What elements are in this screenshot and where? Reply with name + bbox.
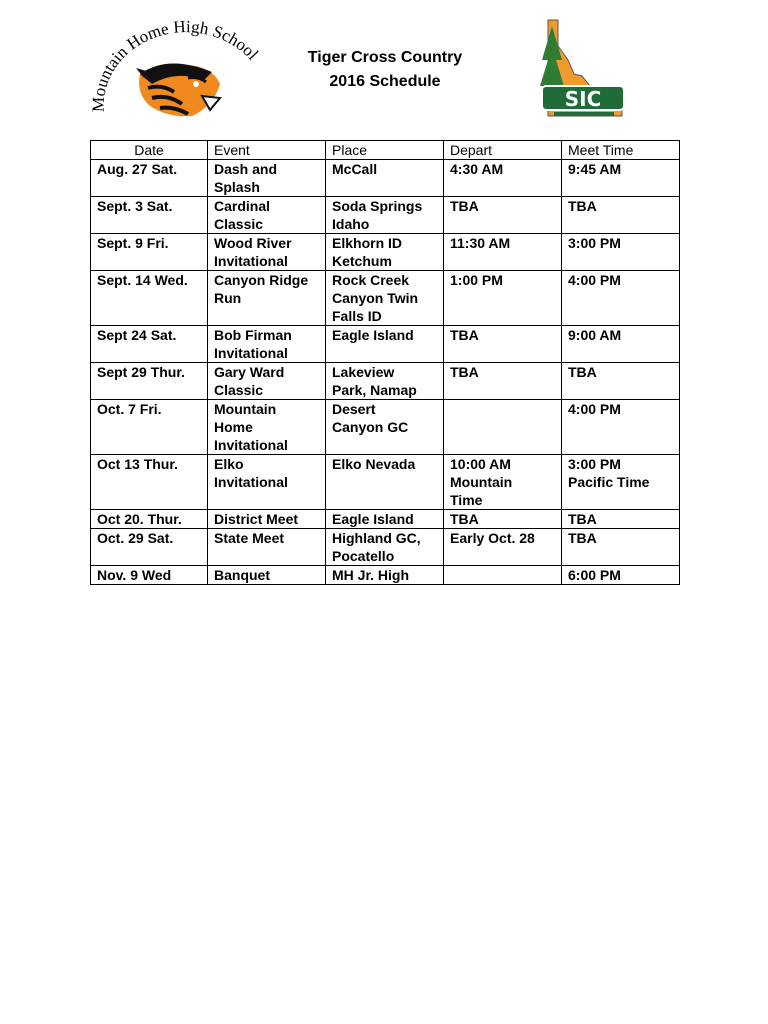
cell-text-line: Elko Nevada (332, 456, 416, 472)
cell-text-line: 4:30 AM (450, 161, 504, 177)
mountain-home-high-school-logo (64, 14, 296, 136)
cell-text-line: Mountain (450, 474, 513, 490)
cell-text-line: Park, Namap (332, 382, 417, 398)
cell-date (91, 455, 208, 510)
cell-place (326, 160, 444, 197)
cell-date (91, 363, 208, 400)
cell-meet-time (562, 197, 680, 234)
cell-text-line: Pocatello (332, 548, 395, 564)
title-line-1: Tiger Cross Country (307, 49, 463, 66)
table-row (91, 271, 680, 326)
cell-depart (444, 529, 562, 566)
cell-text-line: TBA (450, 511, 479, 527)
sic-conference-logo (534, 16, 634, 120)
cell-text-line: TBA (450, 198, 479, 214)
schedule-table (90, 140, 680, 585)
cell-text-line: TBA (568, 198, 597, 214)
cell-text-line: Classic (214, 216, 264, 232)
cell-meet-time (562, 510, 680, 529)
cell-text-line: Aug. 27 Sat. (97, 161, 178, 177)
cell-event (208, 400, 326, 455)
cell-text-line: Canyon Ridge (214, 272, 309, 288)
cell-place (326, 510, 444, 529)
cell-text-line: Pacific Time (568, 474, 650, 490)
table-header-row (91, 141, 680, 160)
cell-text-line: 4:00 PM (568, 272, 621, 288)
cell-text-line: Run (214, 290, 242, 306)
cell-event (208, 326, 326, 363)
cell-text-line: MH Jr. High (332, 567, 410, 583)
cell-date (91, 234, 208, 271)
cell-place (326, 197, 444, 234)
cell-meet-time (562, 160, 680, 197)
cell-date (91, 326, 208, 363)
table-row (91, 197, 680, 234)
cell-text-line: TBA (450, 327, 479, 343)
cell-date (91, 400, 208, 455)
cell-event (208, 271, 326, 326)
cell-place (326, 455, 444, 510)
cell-text-line: Eagle Island (332, 327, 414, 343)
sic-logo-text: SIC (564, 87, 602, 111)
cell-text-line: Sept 24 Sat. (97, 327, 177, 343)
cell-text-line: 11:30 AM (450, 235, 511, 251)
column-header-date: Date (91, 141, 208, 160)
cell-date (91, 510, 208, 529)
cell-depart (444, 566, 562, 585)
cell-text-line: Early Oct. 28 (450, 530, 535, 546)
cell-text-line: Ketchum (332, 253, 392, 269)
logo-arc-text: Mountain Home High School (88, 16, 263, 113)
cell-text-line: Banquet (214, 567, 270, 583)
cell-place (326, 566, 444, 585)
cell-event (208, 510, 326, 529)
cell-depart (444, 510, 562, 529)
cell-meet-time (562, 271, 680, 326)
cell-meet-time (562, 566, 680, 585)
cell-text-line: TBA (568, 511, 597, 527)
cell-text-line: Highland GC, (332, 530, 421, 546)
schedule-body (91, 160, 680, 585)
cell-text-line: Dash and (214, 161, 278, 177)
column-header-depart: Depart (444, 141, 562, 160)
cell-event (208, 160, 326, 197)
cell-place (326, 234, 444, 271)
table-row (91, 455, 680, 510)
cell-depart (444, 197, 562, 234)
table-row (91, 160, 680, 197)
cell-date (91, 271, 208, 326)
cell-text-line: Idaho (332, 216, 370, 232)
cell-text-line: Rock Creek (332, 272, 410, 288)
cell-text-line: 1:00 PM (450, 272, 503, 288)
cell-place (326, 400, 444, 455)
column-header-event: Event (208, 141, 326, 160)
table-row (91, 234, 680, 271)
cell-text-line: State Meet (214, 530, 285, 546)
cell-text-line: Oct 20. Thur. (97, 511, 182, 527)
cell-text-line: Invitational (214, 474, 288, 490)
cell-meet-time (562, 455, 680, 510)
cell-text-line: Time (450, 492, 483, 508)
cell-text-line: 3:00 PM (568, 456, 621, 472)
cell-text-line: Falls ID (332, 308, 382, 324)
cell-event (208, 455, 326, 510)
table-row (91, 326, 680, 363)
cell-text-line: Bob Firman (214, 327, 292, 343)
cell-text-line: 9:45 AM (568, 161, 622, 177)
cell-date (91, 197, 208, 234)
cell-text-line: Canyon Twin (332, 290, 419, 306)
cell-place (326, 326, 444, 363)
cell-text-line: Desert (332, 401, 376, 417)
column-header-meet-time: Meet Time (562, 141, 680, 160)
tiger-head-icon (136, 63, 220, 116)
cell-depart (444, 326, 562, 363)
table-row (91, 400, 680, 455)
cell-event (208, 529, 326, 566)
cell-text-line: Mountain (214, 401, 277, 417)
cell-text-line: 10:00 AM (450, 456, 511, 472)
column-header-place: Place (326, 141, 444, 160)
cell-text-line: Invitational (214, 345, 288, 361)
cell-meet-time (562, 529, 680, 566)
cell-text-line: 9:00 AM (568, 327, 622, 343)
pine-tree-icon (540, 26, 564, 94)
cell-text-line: Oct. 29 Sat. (97, 530, 174, 546)
cell-text-line: Lakeview (332, 364, 395, 380)
cell-text-line: TBA (450, 364, 479, 380)
cell-text-line: McCall (332, 161, 378, 177)
cell-text-line: 3:00 PM (568, 235, 621, 251)
cell-text-line: TBA (568, 364, 597, 380)
table-row (91, 529, 680, 566)
cell-text-line: 6:00 PM (568, 567, 621, 583)
cell-text-line: Elkhorn ID (332, 235, 403, 251)
cell-place (326, 271, 444, 326)
cell-event (208, 197, 326, 234)
cell-text-line: Splash (214, 179, 260, 195)
cell-place (326, 529, 444, 566)
cell-meet-time (562, 400, 680, 455)
cell-date (91, 529, 208, 566)
cell-depart (444, 271, 562, 326)
cell-text-line: 4:00 PM (568, 401, 621, 417)
cell-text-line: District Meet (214, 511, 299, 527)
cell-text-line: TBA (568, 530, 597, 546)
cell-meet-time (562, 363, 680, 400)
title-line-2: 2016 Schedule (329, 73, 441, 90)
cell-text-line: Sept. 14 Wed. (97, 272, 188, 288)
cell-text-line: Invitational (214, 253, 288, 269)
cell-text-line: Sept 29 Thur. (97, 364, 185, 380)
cell-text-line: Oct. 7 Fri. (97, 401, 162, 417)
cell-meet-time (562, 234, 680, 271)
cell-text-line: Oct 13 Thur. (97, 456, 178, 472)
page-title (280, 46, 490, 94)
cell-text-line: Sept. 3 Sat. (97, 198, 173, 214)
cell-date (91, 566, 208, 585)
cell-meet-time (562, 326, 680, 363)
cell-depart (444, 160, 562, 197)
cell-depart (444, 363, 562, 400)
cell-event (208, 234, 326, 271)
cell-text-line: Canyon GC (332, 419, 409, 435)
cell-event (208, 566, 326, 585)
cell-text-line: Gary Ward (214, 364, 285, 380)
cell-text-line: Classic (214, 382, 264, 398)
cell-text-line: Soda Springs (332, 198, 423, 214)
cell-text-line: Cardinal (214, 198, 271, 214)
cell-depart (444, 234, 562, 271)
cell-text-line: Sept. 9 Fri. (97, 235, 169, 251)
table-row (91, 510, 680, 529)
cell-text-line: Wood River (214, 235, 292, 251)
cell-text-line: Elko (214, 456, 244, 472)
cell-text-line: Eagle Island (332, 511, 414, 527)
cell-depart (444, 400, 562, 455)
cell-date (91, 160, 208, 197)
cell-text-line: Home (214, 419, 253, 435)
table-row (91, 566, 680, 585)
cell-text-line: Invitational (214, 437, 288, 453)
table-row (91, 363, 680, 400)
cell-place (326, 363, 444, 400)
cell-event (208, 363, 326, 400)
cell-text-line: Nov. 9 Wed (97, 567, 172, 583)
cell-depart (444, 455, 562, 510)
